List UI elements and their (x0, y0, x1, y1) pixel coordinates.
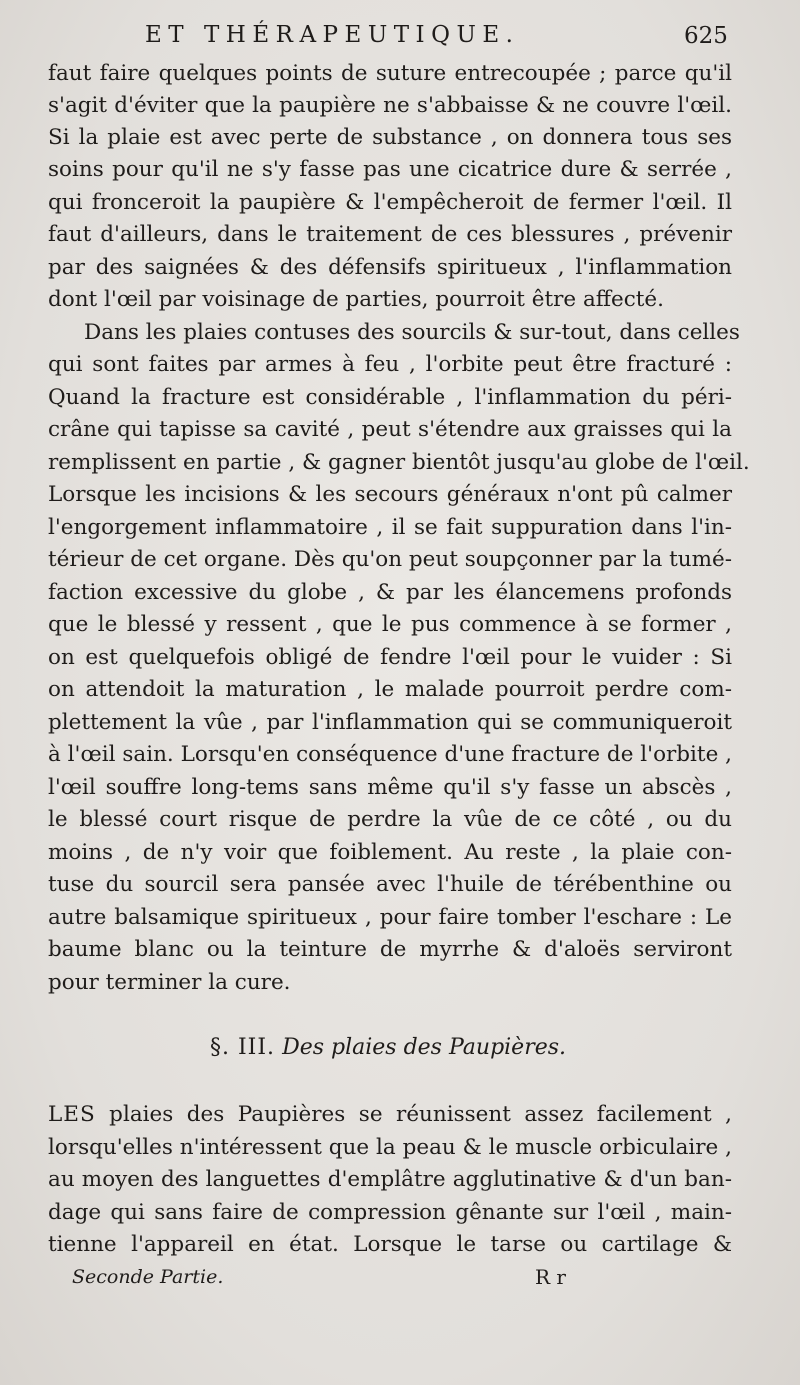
text-line: tuse du sourcil sera pansée avec l'huile de térébenthine ou (48, 872, 732, 897)
initial-capital: LES (48, 1102, 96, 1127)
text-line: s'agit d'éviter que la paupière ne s'abbaisse & ne couvre l'œil. (48, 93, 732, 118)
text-line: faut faire quelques points de suture entrecoupée ; parce qu'il (48, 61, 732, 86)
text-line: faction excessive du globe , & par les élancemens profonds (48, 580, 732, 605)
signature-line: Seconde Partie. (72, 1266, 224, 1288)
text-line: à l'œil sain. Lorsqu'en conséquence d'une fracture de l'orbite , (48, 742, 732, 767)
text-line: qui fronceroit la paupière & l'empêcheroit de fermer l'œil. Il (48, 190, 732, 215)
text-line: moins , de n'y voir que foiblement. Au reste , la plaie con- (48, 840, 732, 865)
text-line (48, 1098, 732, 1132)
text-line: dont l'œil par voisinage de parties, pourroit être affecté. (48, 287, 664, 312)
text-line: on est quelquefois obligé de fendre l'œil pour le vuider : Si (48, 645, 732, 670)
text-line: tienne l'appareil en état. Lorsque le tarse ou cartilage & (48, 1232, 732, 1257)
running-head: ET THÉRAPEUTIQUE. (145, 22, 520, 48)
text-line: crâne qui tapisse sa cavité , peut s'étendre aux graisses qui la (48, 417, 732, 442)
text-line: Quand la fracture est considérable , l'inflammation du péri- (48, 385, 732, 410)
page-number: 625 (684, 23, 728, 49)
text-line: plettement la vûe , par l'inflammation qui se communiqueroit (48, 710, 732, 735)
signature-mark: R r (535, 1265, 566, 1289)
text-line: l'engorgement inflammatoire , il se fait suppuration dans l'in- (48, 515, 732, 540)
text-line: on attendoit la maturation , le malade pourroit perdre com- (48, 677, 732, 702)
text-line: le blessé court risque de perdre la vûe de ce côté , ou du (48, 807, 732, 832)
text-line: autre balsamique spiritueux , pour faire tomber l'eschare : Le (48, 905, 732, 930)
text-line: Dans les plaies contuses des sourcils & sur-tout, dans celles (84, 320, 740, 345)
text-line: térieur de cet organe. Dès qu'on peut soupçonner par la tumé- (48, 547, 732, 572)
text-line: au moyen des languettes d'emplâtre agglutinative & d'un ban- (48, 1167, 732, 1192)
text-line: remplissent en partie , & gagner bientôt jusqu'au globe de l'œil. (48, 450, 750, 475)
section-number: §. III. (210, 1035, 276, 1060)
text-line: soins pour qu'il ne s'y fasse pas une cicatrice dure & serrée , (48, 157, 732, 182)
text-line: qui sont faites par armes à feu , l'orbite peut être fracturé : (48, 352, 732, 377)
text-line: que le blessé y ressent , que le pus commence à se former , (48, 612, 732, 637)
text-line: faut d'ailleurs, dans le traitement de ces blessures , prévenir (48, 222, 732, 247)
section-heading (210, 1030, 590, 1066)
text-line: baume blanc ou la teinture de myrrhe & d'aloës serviront (48, 937, 732, 962)
text-line: Si la plaie est avec perte de substance , on donnera tous ses (48, 125, 732, 150)
text-line: pour terminer la cure. (48, 970, 291, 995)
section-title: Des plaies des Paupières. (282, 1035, 567, 1060)
text-line: dage qui sans faire de compression gênante sur l'œil , main- (48, 1200, 732, 1225)
text-line: lorsqu'elles n'intéressent que la peau & le muscle orbiculaire , (48, 1135, 732, 1160)
text-line: Lorsque les incisions & les secours généraux n'ont pû calmer (48, 482, 732, 507)
text-line: par des saignées & des défensifs spiritueux , l'inflammation (48, 255, 732, 280)
text-line: l'œil souffre long-tems sans même qu'il s'y fasse un abscès , (48, 775, 732, 800)
text-span: plaies des Paupières se réunissent assez facilement , (95, 1102, 732, 1127)
